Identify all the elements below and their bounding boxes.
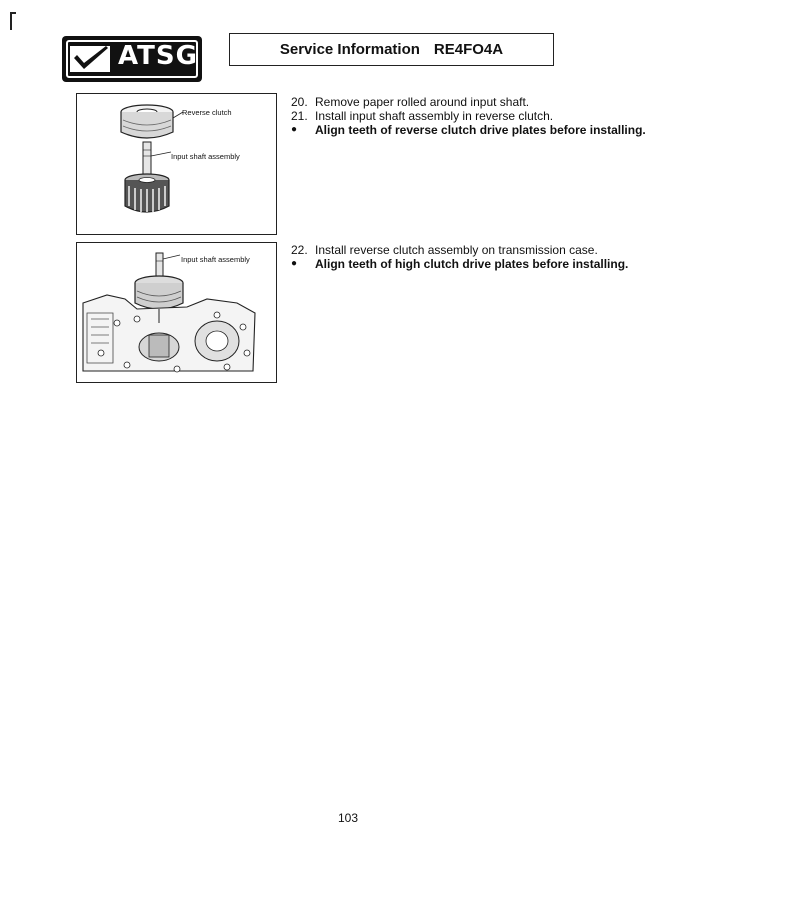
step-text: Remove paper rolled around input shaft. <box>315 95 530 109</box>
logo-text: ATSG <box>118 41 198 71</box>
page-header <box>229 33 554 66</box>
bullet-text: Align teeth of reverse clutch drive plates before installing. <box>315 123 646 137</box>
steps-block-1 <box>291 95 646 137</box>
bullet-note <box>291 123 646 137</box>
step-number: 20. <box>291 95 308 109</box>
figure-reverse-clutch-on-case <box>76 242 277 383</box>
crop-corner-mark <box>10 12 12 30</box>
bullet-icon: ● <box>291 124 298 135</box>
callout-input-shaft-assembly: Input shaft assembly <box>181 255 250 264</box>
atsg-logo <box>62 36 202 82</box>
callout-reverse-clutch: Reverse clutch <box>182 108 232 117</box>
step-number: 22. <box>291 243 308 257</box>
step-21 <box>291 109 646 123</box>
bullet-note <box>291 257 628 271</box>
page-footer <box>0 811 800 825</box>
step-text: Install reverse clutch assembly on transmission case. <box>315 243 598 257</box>
step-22 <box>291 243 628 257</box>
reverse-clutch-illustration <box>77 94 275 233</box>
checkmark-icon <box>68 42 112 76</box>
steps-block-2 <box>291 243 628 271</box>
figure-input-shaft-into-reverse-clutch <box>76 93 277 235</box>
header-model: RE4FO4A <box>433 41 504 58</box>
step-number: 21. <box>291 109 308 123</box>
step-text: Install input shaft assembly in reverse clutch. <box>315 109 554 123</box>
page-number: 103 <box>337 811 359 825</box>
header-title: Service Information <box>279 41 420 58</box>
bullet-icon: ● <box>291 258 298 269</box>
callout-input-shaft-assembly: Input shaft assembly <box>171 152 240 161</box>
step-20 <box>291 95 646 109</box>
bullet-text: Align teeth of high clutch drive plates before installing. <box>315 257 629 271</box>
